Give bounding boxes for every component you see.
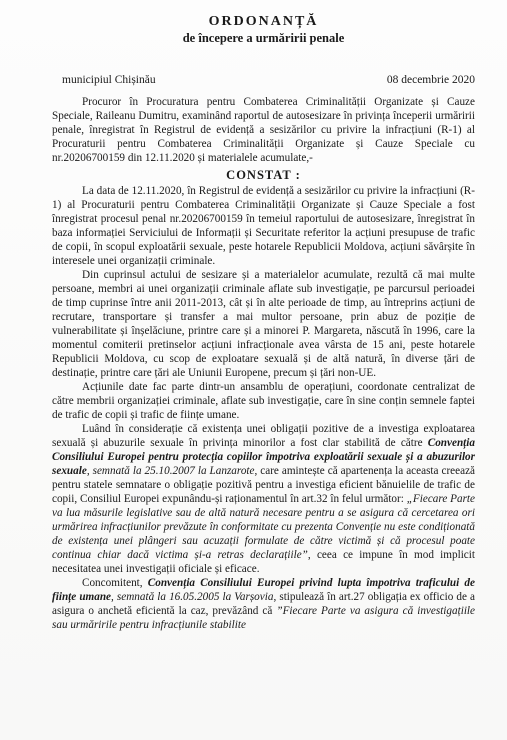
paragraph-5-text-a: Concomitent, <box>82 577 148 589</box>
warsaw-convention-title: Convenția Consiliului Europei privind lupta împotriva traficului de ființe umane <box>52 577 475 603</box>
document-subtitle: de începere a urmăririi penale <box>182 31 345 45</box>
lanzarote-convention-date: , semnată la 25.10.2007 la Lanzarote <box>86 465 255 477</box>
article-27-quote: ”Fiecare Parte va asigura că investigațiile sau urmăririle pentru infracțiunile stabilite <box>52 605 476 631</box>
paragraph-4-text-f: , ceea ce impune în mod implicit necesitatea unei investigații oficiale și eficace. <box>52 549 475 575</box>
paragraph-4-text-a: Luând în considerație că existența unei obligații pozitive de a investiga exploatarea sexuală și abuzurile sexuale în privința minorilor a fost clar stabilită de către <box>52 423 475 449</box>
paragraph-4 <box>52 422 475 576</box>
paragraph-1: La data de 12.11.2020, în Registrul de evidență a sesizărilor cu privire la infracțiuni (R-1) al Procuraturii pentru Combaterea Criminalității Organizate și Cauze Speciale a fost înregistrat procesul penal nr.20206700159 în temeiul raportului de autosesizare, înregistrat în baza informației Serviciului de Informații și Securitate referitor la acțiuni presupuse de trafic de copii, în scopul exploatării sexuale, peste hotarele Republicii Moldova, acțiuni săvârșite în interesele unei organizații criminale. <box>52 185 475 267</box>
paragraph-5 <box>52 576 475 632</box>
paragraph-3: Acțiunile date fac parte dintr-un ansamblu de operațiuni, coordonate centralizat de către membrii organizației criminale, aflate sub investigație, care în sine conțin semnele faptei de trafic de copii și trafic de ființe umane. <box>52 381 475 421</box>
document-date: 08 decembrie 2020 <box>386 74 475 86</box>
paragraph-5-text-d: , stipulează în art.27 obligația ex officio de a asigura o anchetă eficientă la caz, prevăzând că <box>52 591 475 617</box>
lanzarote-convention-title: Convenția Consiliului Europei pentru protecția copiilor împotriva exploatării sexuale și a abuzurilor sexuale <box>52 437 475 477</box>
warsaw-convention-date: , semnată la 16.05.2005 la Varșovia <box>111 591 274 603</box>
paragraph-4-text-d: , care amintește că apartenența la aceasta creează pentru statele semnatare o obligație pozitivă pentru a investiga eficient bănuielile de trafic de copii, Consiliul Europei expunându-și raționamentul în art.32 în felul următor: <box>52 465 475 505</box>
document-title: ORDONANȚĂ <box>208 14 319 29</box>
section-heading: CONSTAT : <box>226 168 301 182</box>
intro-paragraph: Procuror în Procuratura pentru Combaterea Criminalității Organizate și Cauze Speciale, Raileanu Dumitru, examinând raportul de autosesizare în privința începerii urmăririi penale, înregistrat în Registrul de evidență a sesizărilor cu privire la infracțiuni (R-1) al Procuraturii pentru Combaterea Criminalității Organizate și Cauze Speciale cu nr.20206700159 din 12.11.2020 și materialele acumulate,- <box>52 96 475 164</box>
paragraph-2: Din cuprinsul actului de sesizare și a materialelor acumulate, rezultă că mai multe persoane, membri ai unei organizații criminale aflate sub investigație, pe parcursul perioadei de timp cuprinse între anii 2011-2013, cât și în alte perioade de timp, au întreprins acțiuni de recrutare, transportare și transfer a mai multor persoane, prin abuz de poziție de vulnerabilitate și înșelăciune, printre care și a minorei P. Margareta, născută în 1996, care la momentul comiterii pretinselor acțiuni infracționale avea vârsta de 15 ani, peste hotarele Republicii Moldova, cu scop de exploatare sexuală și de altă natură, în diverse țări de destinație, printre care țări ale Uniunii Europene, precum și țări non-UE. <box>52 269 475 379</box>
article-32-quote: „Fiecare Parte va lua măsurile legislative sau de altă natură necesare pentru a se asigura că cercetarea ori urmărirea infracțiunilor prevăzute în conformitate cu prezenta Convenție nu este condiționată de existența unei plângeri sau acuzații formulate de către victimă și că procesul poate continua chiar dacă victima și-a retras declarațiile” <box>52 493 475 561</box>
location: municipiul Chișinău <box>62 74 156 86</box>
location-date-row <box>52 74 475 86</box>
